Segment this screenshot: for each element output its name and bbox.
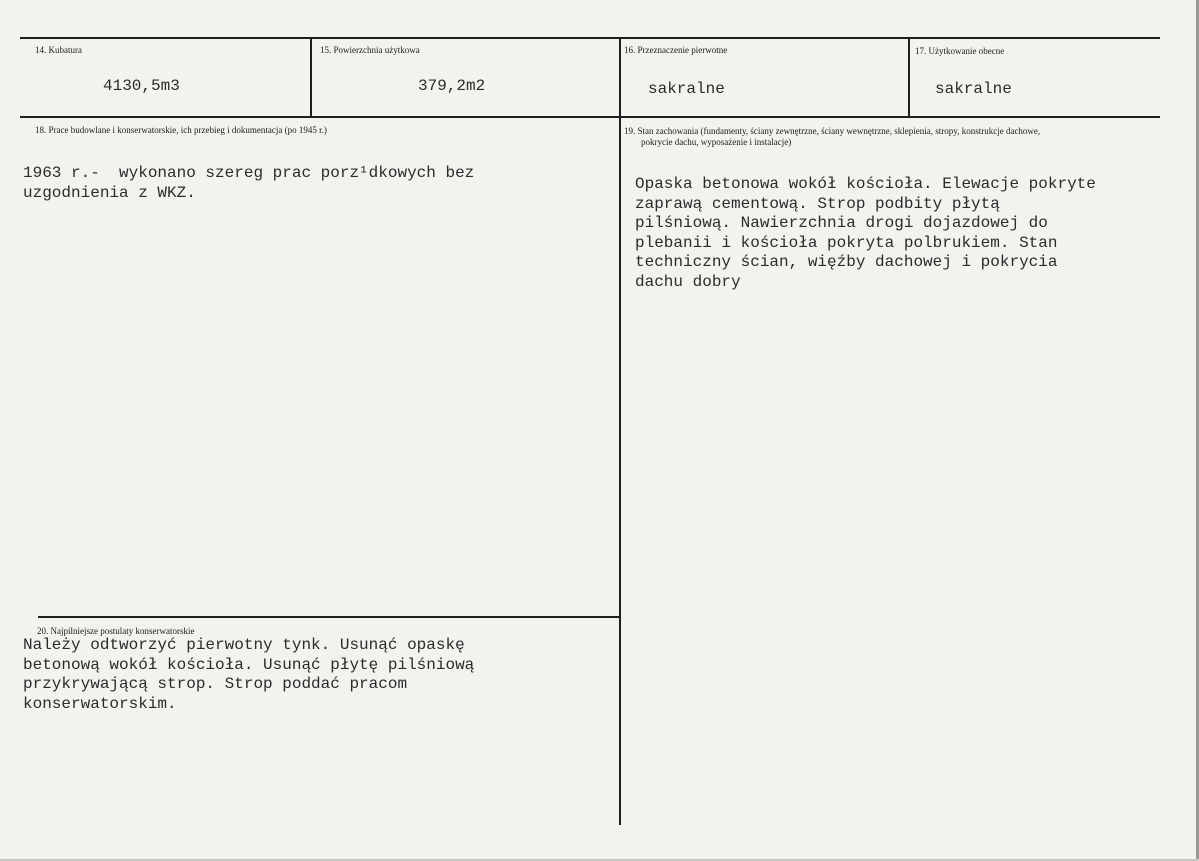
row1-bottom-rule: [20, 116, 1160, 118]
field-17-value: sakralne: [935, 80, 1012, 98]
col-divider-14-15: [310, 37, 312, 118]
top-rule: [20, 37, 1160, 39]
field-18-label: 18. Prace budowlane i konserwatorskie, ich przebieg i dokumentacja (po 1945 r.): [35, 125, 327, 135]
field-19-label-line2: pokrycie dachu, wyposażenie i instalacje): [641, 137, 792, 147]
field-16-label: 16. Przeznaczenie pierwotne: [624, 45, 728, 55]
field-15-label: 15. Powierzchnia użytkowa: [320, 45, 420, 55]
field-16-value: sakralne: [648, 80, 725, 98]
field-20-value: Należy odtworzyć pierwotny tynk. Usunąć opaskę betonową wokół kościoła. Usunąć płytę pilśniową przykrywającą strop. Strop poddać pracom konserwatorskim.: [23, 636, 475, 713]
field-20-label: 20. Najpilniejsze postulaty konserwatorskie: [37, 626, 195, 636]
col-divider-15-16: [619, 37, 621, 825]
field-17-label: 17. Użytkowanie obecne: [915, 46, 1005, 56]
section20-top-rule: [38, 616, 621, 618]
field-14-value: 4130,5m3: [103, 77, 180, 95]
field-14-label: 14. Kubatura: [35, 45, 82, 55]
field-18-value: 1963 r.- wykonano szereg prac porz¹dkowych bez uzgodnienia z WKZ.: [23, 164, 475, 202]
col-divider-16-17: [908, 37, 910, 118]
field-15-value: 379,2m2: [418, 77, 486, 95]
field-19-value: Opaska betonowa wokół kościoła. Elewacje pokryte zaprawą cementową. Strop podbity płytą pilśniową. Nawierzchnia drogi dojazdowej do plebanii i kościoła pokryta polbrukiem. Stan techniczny ścian, więźby dachowej i pokrycia dachu dobry: [635, 175, 1096, 291]
field-19-label: 19. Stan zachowania (fundamenty, ściany zewnętrzne, ściany wewnętrzne, sklepienia, stropy, konstrukcje dachowe,: [624, 126, 1041, 136]
